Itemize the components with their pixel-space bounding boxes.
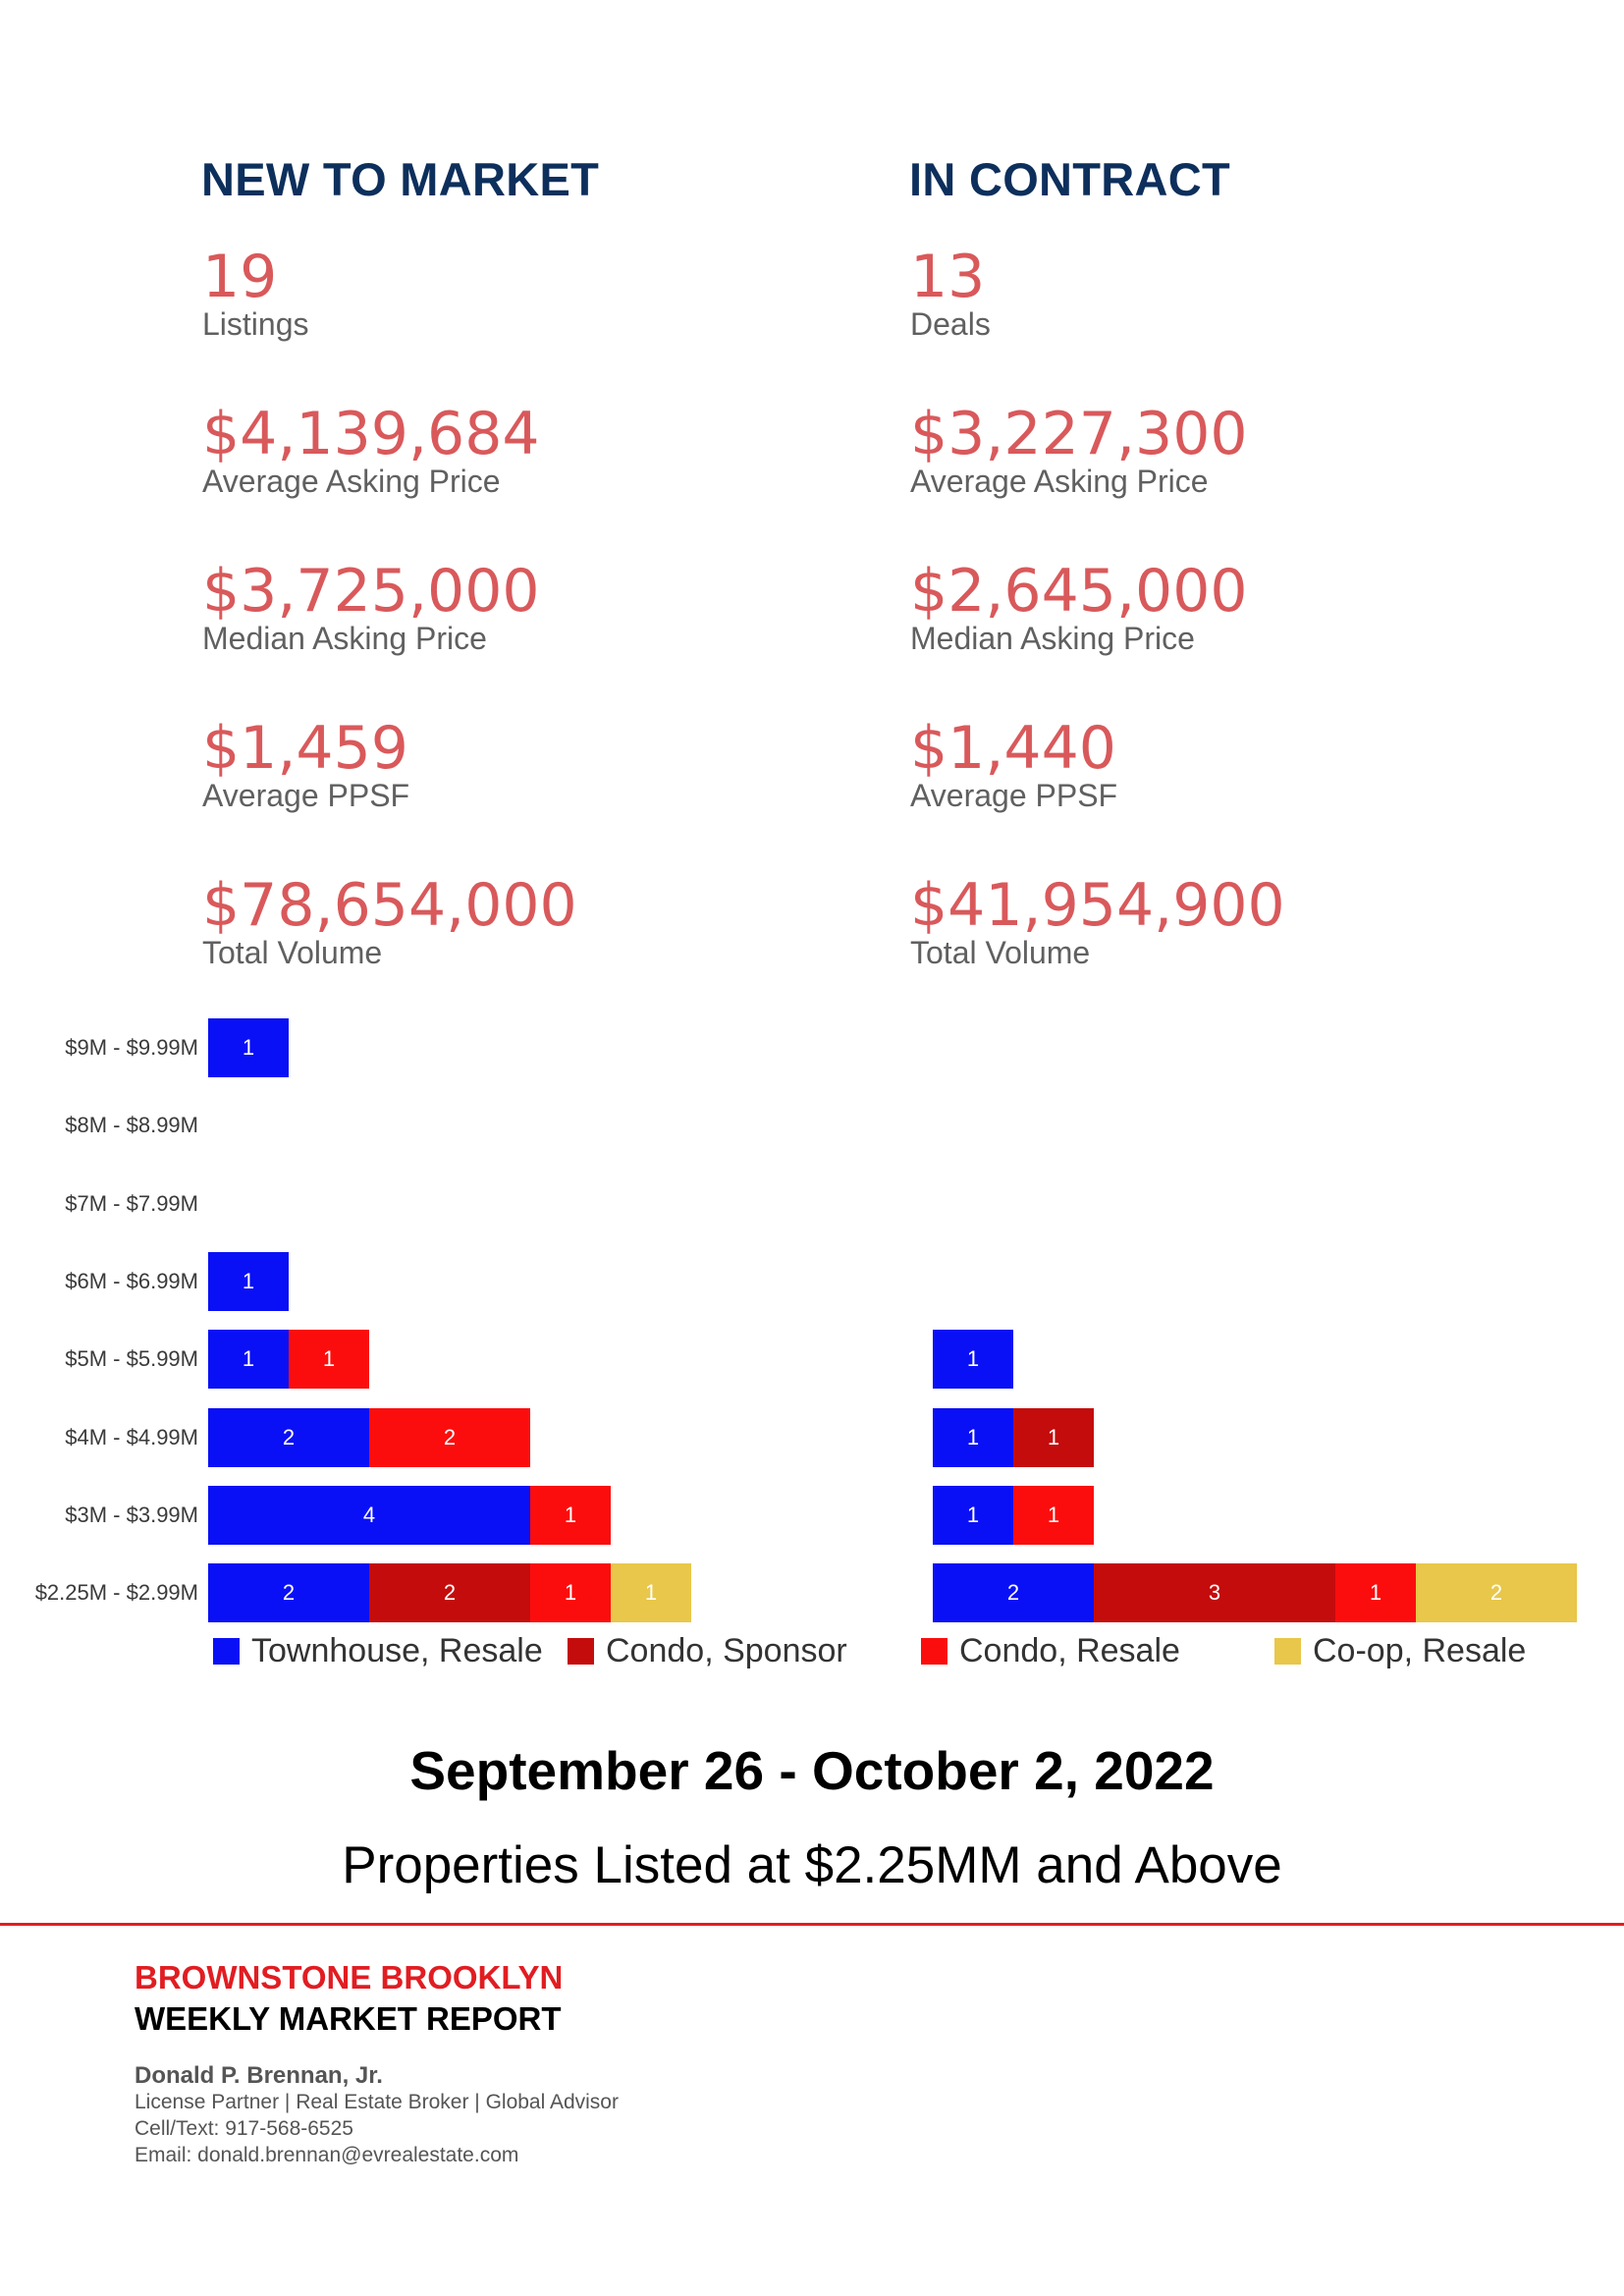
report-date-range: September 26 - October 2, 2022 (409, 1740, 1215, 1801)
report-subtitle: Properties Listed at $2.25MM and Above (342, 1836, 1282, 1894)
agent-phone: Cell/Text: 917-568-6525 (135, 2117, 353, 2140)
stat-value: $78,654,000 (202, 871, 577, 940)
bar-data-label: 2 (282, 1580, 296, 1606)
bar-data-label: 1 (1047, 1502, 1060, 1527)
stat-label: Average Asking Price (202, 464, 501, 499)
category-label: $8M - $8.99M (65, 1113, 198, 1138)
bar-data-label: 1 (322, 1346, 336, 1372)
ic-deals-stat (910, 243, 991, 342)
category-label: $3M - $3.99M (65, 1502, 198, 1527)
stat-value: $3,725,000 (202, 557, 540, 626)
bar-data-label: 4 (362, 1502, 376, 1527)
stat-label: Total Volume (202, 935, 383, 970)
bar-data-label: 1 (1369, 1580, 1382, 1606)
new-to-market-title: NEW TO MARKET (201, 153, 600, 205)
bar-data-label: 2 (282, 1424, 296, 1449)
bar-data-label: 1 (242, 1035, 255, 1060)
bar-data-label: 2 (1006, 1580, 1020, 1606)
stat-label: Average Asking Price (910, 464, 1209, 499)
bar-data-label: 1 (966, 1346, 980, 1372)
bar-data-label: 2 (1489, 1580, 1503, 1606)
ntm-total-volume-stat (202, 871, 577, 970)
stat-value: $3,227,300 (910, 400, 1248, 468)
agent-email: Email: donald.brennan@evrealestate.com (135, 2144, 519, 2166)
footer-divider (0, 1923, 1624, 1926)
stat-value: $4,139,684 (202, 400, 540, 468)
stat-value: $2,645,000 (910, 557, 1248, 626)
ntm-avg-ppsf-stat (202, 714, 410, 813)
stat-label: Average PPSF (202, 778, 410, 813)
category-label: $7M - $7.99M (65, 1190, 198, 1216)
ic-total-volume-stat (910, 871, 1285, 970)
agent-name: Donald P. Brennan, Jr. (135, 2062, 383, 2089)
legend-swatch (1274, 1638, 1301, 1665)
ic-avg-asking-stat (910, 400, 1248, 499)
bar-data-label: 1 (966, 1424, 980, 1449)
stat-value: 19 (202, 243, 278, 311)
stat-value: $1,440 (910, 714, 1116, 783)
bar-data-label: 1 (242, 1268, 255, 1293)
agent-title: License Partner | Real Estate Broker | Global Advisor (135, 2091, 619, 2113)
bar-data-label: 3 (1208, 1580, 1221, 1606)
bar-data-label: 1 (966, 1502, 980, 1527)
stat-value: 13 (910, 243, 986, 311)
ntm-avg-asking-stat (202, 400, 540, 499)
category-label: $2.25M - $2.99M (34, 1580, 198, 1606)
stat-label: Median Asking Price (202, 621, 487, 656)
footer-report-name: WEEKLY MARKET REPORT (135, 2000, 562, 2037)
ntm-listings-stat (202, 243, 309, 342)
stat-label: Deals (910, 306, 991, 342)
legend-label: Condo, Resale (959, 1632, 1180, 1669)
category-label: $5M - $5.99M (65, 1346, 198, 1372)
bar-data-label: 2 (443, 1424, 457, 1449)
legend-label: Townhouse, Resale (251, 1632, 543, 1669)
stat-value: $1,459 (202, 714, 408, 783)
bar-data-label: 1 (564, 1502, 577, 1527)
bar-data-label: 1 (242, 1346, 255, 1372)
legend-swatch (921, 1638, 947, 1665)
in-contract-title: IN CONTRACT (909, 153, 1231, 205)
stat-value: $41,954,900 (910, 871, 1285, 940)
ic-median-asking-stat (910, 557, 1248, 656)
footer-brand: BROWNSTONE BROOKLYN (135, 1959, 564, 1995)
category-label: $9M - $9.99M (65, 1035, 198, 1060)
stat-label: Listings (202, 306, 309, 342)
stat-label: Median Asking Price (910, 621, 1195, 656)
ic-avg-ppsf-stat (910, 714, 1118, 813)
legend-swatch (213, 1638, 240, 1665)
bar-data-label: 1 (564, 1580, 577, 1606)
bar-data-label: 1 (644, 1580, 658, 1606)
stat-label: Average PPSF (910, 778, 1118, 813)
ntm-median-asking-stat (202, 557, 540, 656)
bar-data-label: 1 (1047, 1424, 1060, 1449)
legend-label: Co-op, Resale (1313, 1632, 1527, 1669)
category-label: $6M - $6.99M (65, 1268, 198, 1293)
legend-swatch (568, 1638, 594, 1665)
category-label: $4M - $4.99M (65, 1424, 198, 1449)
bar-data-label: 2 (443, 1580, 457, 1606)
stat-label: Total Volume (910, 935, 1091, 970)
legend-label: Condo, Sponsor (606, 1632, 847, 1669)
